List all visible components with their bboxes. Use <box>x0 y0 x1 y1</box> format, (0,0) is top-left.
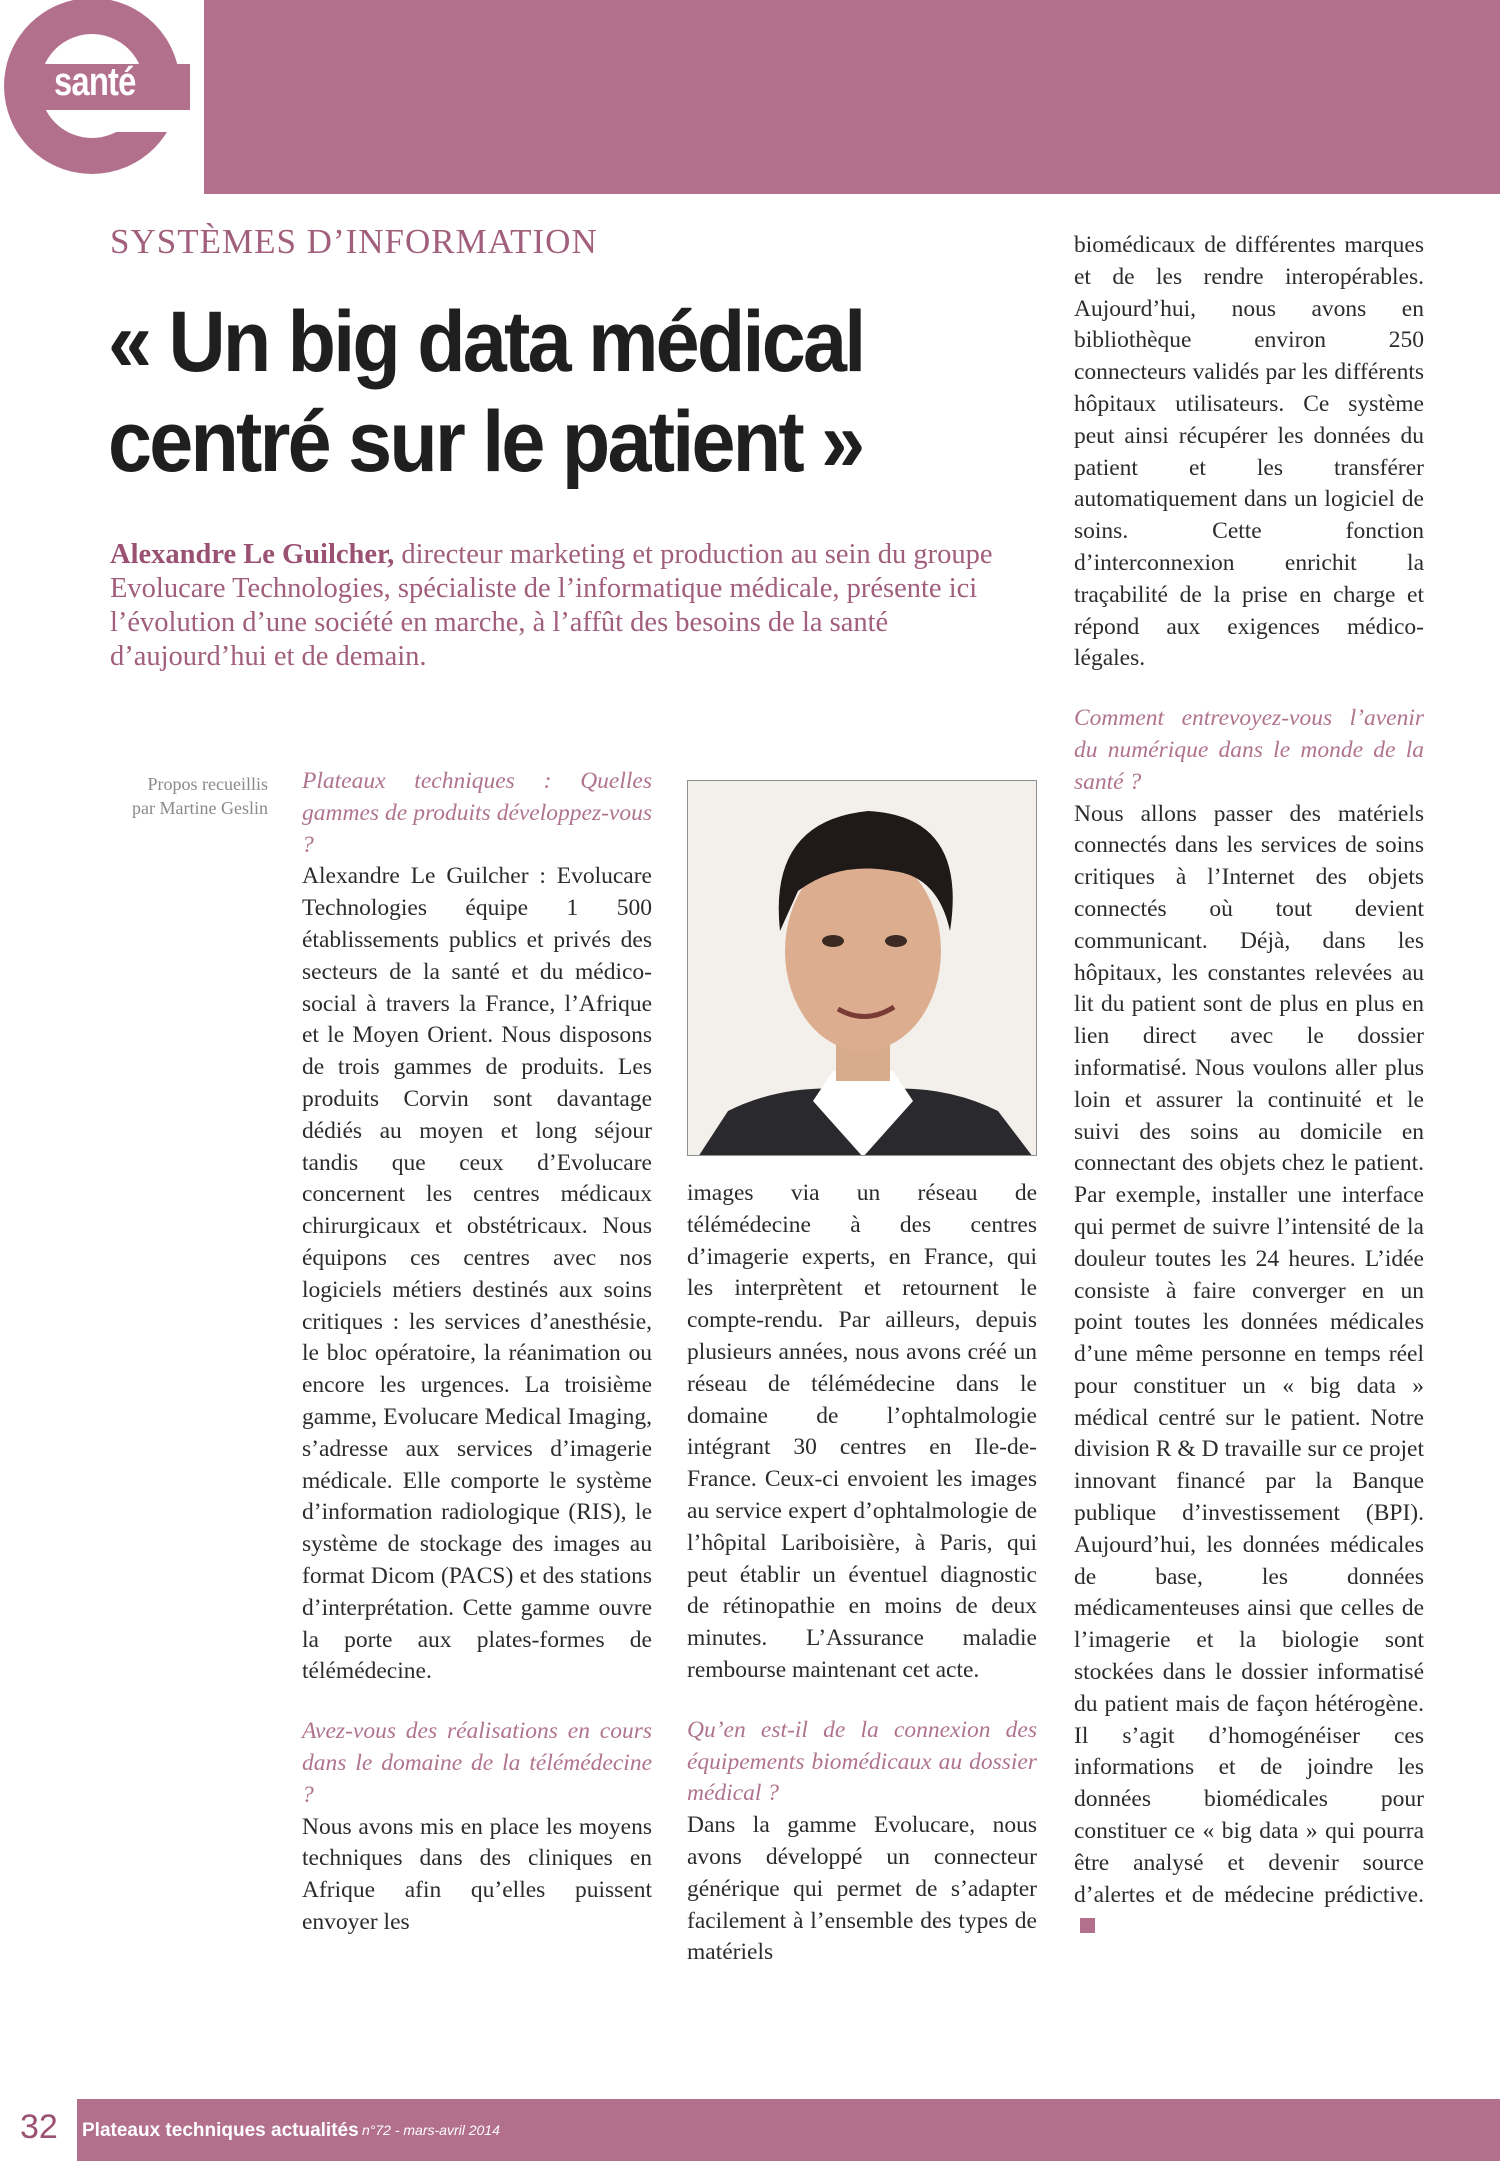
column-3 <box>1074 230 1424 1943</box>
answer-4-text: Nous allons passer des matériels connectés dans les services de soins critiques à l’Internet des objets connectés où tout devient communicant. Déjà, dans les hôpitaux, les constantes relevées au lit du patient sont de plus en plus en lien direct avec le dossier informatisé. Nous voulons aller plus loin et assurer la continuité et le suivi des soins au domicile en connectant des objets chez le patient. Par exemple, installer une interface qui permet de suivre l’intensité de la douleur toutes les 24 heures. L’idée consiste à faire converger en un point toutes les données médicales d’une même personne en temps réel pour constituer un « big data » médical centré sur le patient. Notre division R & D travaille sur ce projet innovant financé par la Banque publique d’investissement (BPI). Aujourd’hui, les données médicales de base, les données médicamenteuses ainsi que celles de l’imagerie et la biologie sont stockées dans le dossier informatisé du patient mais de façon hétérogène. Il s’agit d’homogénéiser ces informations et de joindre les données biomédicales pour constituer ce « big data » qui pourra être analysé et devenir source d’alertes et de médecine prédictive. <box>1074 800 1424 1908</box>
question-3: Qu’en est-il de la connexion des équipements biomédicaux au dossier médical ? <box>687 1716 1037 1807</box>
question-1: Plateaux techniques : Quelles gammes de produits développez-vous ? <box>302 768 652 858</box>
answer-3-start: Dans la gamme Evolucare, nous avons développé un connecteur générique qui permet de s’adapter facilement à l’ensemble des types de matériels <box>687 1812 1037 1966</box>
credit-line-2: par Martine Geslin <box>132 798 268 818</box>
lead-author: Alexandre Le Guilcher, <box>110 539 395 570</box>
column-2 <box>687 1178 1037 1969</box>
article-lead <box>110 538 1035 674</box>
interview-credit <box>110 772 268 820</box>
sante-logo <box>0 0 190 178</box>
answer-4 <box>1074 799 1424 1944</box>
question-4: Comment entrevoyez-vous l’avenir du numérique dans le monde de la santé ? <box>1074 705 1424 795</box>
title-line-1: « Un big data médical <box>108 294 864 390</box>
header-band <box>204 0 1500 194</box>
issue-info: n°72 - mars-avril 2014 <box>362 2122 500 2138</box>
answer-2-continued: images via un réseau de télémédecine à des centres d’imagerie experts, en France, qui les interprètent et retournent le compte-rendu. Par ailleurs, depuis plusieurs années, nous avons créé un réseau de télémédecine dans le domaine de l’ophtalmologie intégrant 30 centres en Ile-de-France. Ceux-ci envoient les images au service expert d’ophtalmologie de l’hôpital Lariboisière, à Paris, qui peut établir un éventuel diagnostic de rétinopathie en moins de deux minutes. L’Assurance maladie rembourse maintenant cet acte. <box>687 1180 1037 1683</box>
end-of-article-icon <box>1080 1918 1095 1933</box>
column-1 <box>302 766 652 1939</box>
answer-3-continued: biomédicaux de différentes marques et de les rendre interopérables. Aujourd’hui, nous avons en bibliothèque environ 250 connecteurs validés par les différents hôpitaux utilisateurs. Ce système peut ainsi récupérer les données du patient et les transférer automatiquement dans un logiciel de soins. Cette fonction d’interconnexion enrichit la traçabilité de la prise en charge et répond aux exigences médico-légales. <box>1074 232 1424 672</box>
question-2: Avez-vous des réalisations en cours dans le domaine de la télémédecine ? <box>302 1718 652 1808</box>
answer-1: Alexandre Le Guilcher : Evolucare Technologies équipe 1 500 établissements publics et privés des secteurs de la santé et du médico-social à travers la France, l’Afrique et le Moyen Orient. Nous disposons de trois gammes de produits. Les produits Corvin sont davantage dédiés au moyen et long séjour tandis que ceux d’Evolucare concernent les centres médicaux chirurgicaux et obstétricaux. Nous équipons ces centres avec nos logiciels métiers destinés aux soins critiques : les services d’anesthésie, le bloc opératoire, la réanimation ou encore les urgences. La troisième gamme, Evolucare Medical Imaging, s’adresse aux services d’imagerie médicale. Elle comporte le système d’information radiologique (RIS), le système de stockage des images au format Dicom (PACS) et des stations d’interprétation. Cette gamme ouvre la porte aux plates-formes de télémédecine. <box>302 863 652 1685</box>
title-line-2: centré sur le patient » <box>108 394 863 490</box>
section-label: santé <box>54 60 136 104</box>
article-title <box>108 292 918 492</box>
section-kicker: SYSTÈMES D’INFORMATION <box>110 222 598 261</box>
credit-line-1: Propos recueillis <box>147 774 268 794</box>
answer-2-start: Nous avons mis en place les moyens techniques dans des cliniques en Afrique afin qu’elles puissent envoyer les <box>302 1813 652 1935</box>
portrait-photo-icon <box>688 781 1037 1156</box>
lead-text: directeur marketing et production au sein du groupe Evolucare Technologies, spécialiste de l’informatique médicale, présente ici l’évolution d’une société en marche, à l’affût des besoins de la santé d’aujourd’hui et de demain. <box>110 539 993 672</box>
portrait-photo <box>687 780 1037 1156</box>
magazine-title: Plateaux techniques actualités <box>82 2120 359 2141</box>
page-number: 32 <box>20 2108 58 2146</box>
